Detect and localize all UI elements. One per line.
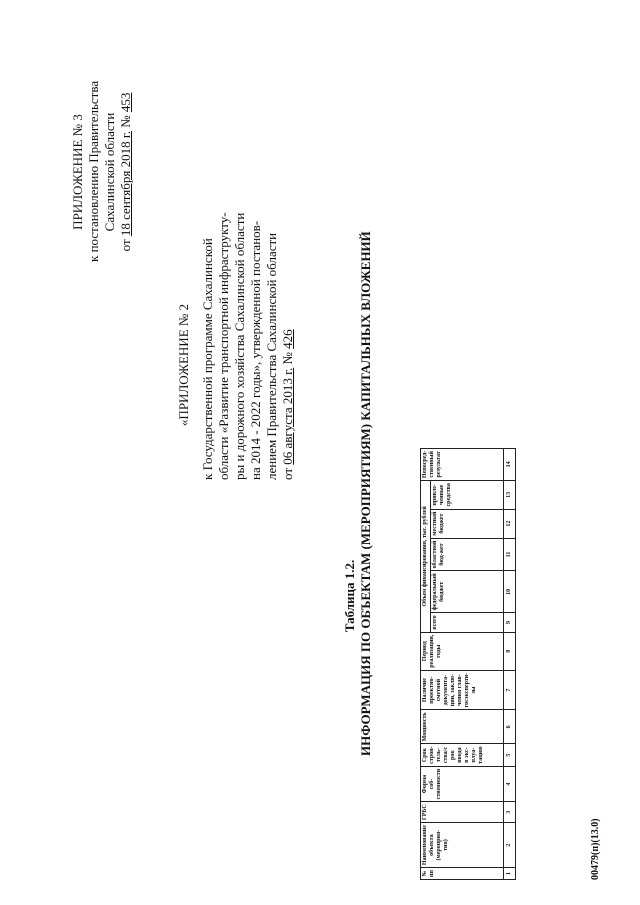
column-number: 10 [504,571,516,613]
date-prefix: от [280,467,295,480]
column-number: 13 [504,481,516,509]
header-ownership: Форма соб-ственности [421,766,504,802]
column-number: 2 [504,823,516,868]
header-capacity: Мощность [421,710,504,744]
appendix-2-line: к Государственной программе Сахалинской [200,238,215,480]
appendix-2-line: ры и дорожного хозяйства Сахалинской области [232,212,247,480]
date-value: 06 августа 2013 г. [280,367,295,465]
appendix-2-title: «ПРИЛОЖЕНИЕ № 2 [176,303,191,427]
header-num: № пп [421,868,504,880]
column-number: 12 [504,509,516,538]
date-value: 18 сентября 2018 г. [118,131,133,237]
subheader-total: всего [431,613,504,632]
number-value: 426 [280,329,295,349]
appendix-2-header [176,212,296,480]
number-prefix: № [280,352,295,365]
header-name: Наименование объекта (мероприя-тия) [421,823,504,868]
column-number: 5 [504,744,516,767]
capital-investments-table [420,448,516,880]
column-number: 9 [504,613,516,632]
appendix-2-line: на 2014 - 2022 годы», утвержденной постанов- [248,220,263,480]
header-period: Период реализации, годы [421,632,504,670]
subheader-regional: областной бюд-жет [431,538,504,571]
header-docs: Наличие проектно-сметной документа-ции, заклю-чения глав-госэксперти-зы [421,670,504,710]
table-label: Таблица 1.2. [342,559,357,633]
number-value: 453 [118,92,133,113]
column-number: 11 [504,538,516,571]
appendix-3-line3: Сахалинской области [102,112,117,232]
header-grbs: ГРБС [421,802,504,823]
table-title [342,231,374,756]
header-result: Непосред-ственный результат [421,448,504,480]
subheader-private: привле-ченные средства [431,481,504,509]
appendix-2-line: лением Правительства Сахалинской области [264,232,279,480]
appendix-2-line: области «Развитие транспортной инфраструкту- [216,212,231,480]
appendix-3-title: ПРИЛОЖЕНИЕ № 3 [70,114,85,230]
column-number: 1 [504,868,516,880]
appendix-2-date-line [280,250,296,480]
subheader-federal: федеральный бюджет [431,571,504,613]
column-number: 3 [504,802,516,823]
header-term: Срок строи-тель-ства/с рок ввода в экс-плуа-тацию [421,744,504,767]
header-funding: Объем финансирования, тыс. рублей [421,481,431,633]
column-number: 6 [504,710,516,744]
table-heading: ИНФОРМАЦИЯ ПО ОБЪЕКТАМ (МЕРОПРИЯТИЯМ) КАПИТАЛЬНЫХ ВЛОЖЕНИЙ [358,231,373,756]
date-prefix: от [118,239,133,252]
column-number: 7 [504,670,516,710]
number-prefix: № [118,115,133,128]
column-number: 8 [504,632,516,670]
document-code: 00479(п)(13.0) [590,818,601,880]
column-number: 4 [504,766,516,802]
subheader-local: местный бюджет [431,509,504,538]
appendix-3-line2: к постановлению Правительства [86,80,101,262]
column-number: 14 [504,448,516,480]
appendix-3-date-line [118,82,134,262]
appendix-3-header [70,82,134,262]
